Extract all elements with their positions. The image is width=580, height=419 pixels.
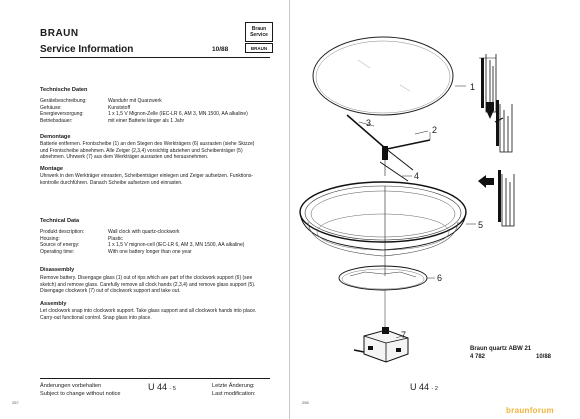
braun-tag-logo: BRAUN	[245, 43, 273, 53]
clip-detail-middle	[486, 100, 512, 152]
housing-ring-part	[300, 182, 476, 276]
page-code: U 44	[410, 382, 430, 392]
page-title: Service Information	[40, 44, 134, 55]
logo-line-2: Service	[250, 32, 268, 38]
assembly-title: Assembly	[40, 301, 67, 307]
montage-text	[40, 173, 275, 186]
hour-hand-part	[347, 115, 413, 170]
part-label-4: 4	[414, 171, 420, 181]
page-number-left: 257	[12, 400, 19, 405]
spec-value: With one battery longer than one year	[108, 248, 192, 255]
text-line: Disengage clockwork (7) out of clockwork support and take out.	[40, 288, 181, 295]
spec-value: Kunststoff	[108, 104, 131, 111]
spindle-part	[382, 146, 388, 176]
model-code: 4 782	[470, 354, 486, 360]
model-date: 10/88	[536, 354, 552, 360]
demontage-text	[40, 141, 275, 161]
spec-label: Energieversorgung:	[40, 111, 84, 118]
english-spec-table	[40, 229, 280, 259]
spec-label: Operating time:	[40, 248, 75, 255]
page-number-right: 256	[302, 400, 309, 405]
disassembly-text	[40, 275, 275, 295]
text-line: kontrolle durchführen. Danach Scheibe aufsetzen und einrasten.	[40, 179, 183, 186]
part-label-7: 7	[401, 330, 407, 340]
part-label-6: 6	[437, 273, 443, 283]
footer-note-de: Änderungen vorbehalten	[40, 383, 102, 389]
text-line: Carry-out functional control. Snap glass into place.	[40, 314, 152, 321]
spec-value: Wall clock with quartz-clockwork	[108, 229, 180, 235]
spec-row	[40, 249, 280, 256]
page-code: U 44	[148, 382, 168, 392]
spec-row	[40, 118, 280, 125]
disassembly-title: Disassembly	[40, 267, 75, 273]
text-line: Remove battery. Disengage glass (1) out of rips which are part of the clockwork support (6) (see	[40, 275, 253, 281]
header-rule	[40, 57, 270, 58]
spec-value: mit einer Batterie länger als 1 Jahr	[108, 117, 185, 124]
clip-detail-bottom	[478, 170, 514, 226]
text-line: Batterie entfernen. Frontscheibe (1) an den Stegen des Werkträgers (6) ausrasten (siehe Skizze)	[40, 141, 255, 147]
english-heading: Technical Data	[40, 218, 80, 224]
spec-label: Housing:	[40, 235, 60, 242]
page-code-suffix: - 2	[431, 386, 438, 392]
german-heading: Technische Daten	[40, 87, 88, 93]
spec-label: Produkt description:	[40, 229, 85, 235]
spec-value: 1 x 1,5 V Mignon-Zelle (IEC-LR 6, AM 3, MN 1500, AA alkaline)	[108, 111, 248, 118]
page-code-suffix: - 5	[169, 386, 176, 392]
watermark: braunforum	[506, 406, 554, 415]
text-line: und Frontscheibe abnehmen. Alle Zeiger (2,3,4) vorsichtig abziehen und Scheibenträger (5)	[40, 147, 243, 154]
text-line: Let clockwork snap into clockwork support. Take glass support and all clockwork hands into place.	[40, 308, 257, 314]
text-line: sketch) and remove glass. Carefully remove all clock hands (2,3,4) and remove glass support (5).	[40, 281, 256, 288]
part-label-2: 2	[432, 125, 438, 135]
logo-line-1: Braun	[251, 26, 267, 32]
text-line: abnehmen. Uhrwerk (7) aus dem Werkträger ausrasten und herausnehmen.	[40, 154, 209, 161]
spec-label: Gehäuse:	[40, 104, 62, 111]
brand-logo: BRAUN	[40, 28, 79, 39]
document-date: 10/88	[212, 46, 229, 53]
last-change-en: Last modification:	[212, 391, 256, 397]
spec-value: Plastic	[108, 235, 123, 242]
spec-label: Betriebsdauer:	[40, 117, 73, 124]
part-label-5: 5	[478, 220, 484, 230]
spec-label: Source of energy:	[40, 242, 80, 249]
demontage-title: Demontage	[40, 134, 71, 140]
footer-rule	[40, 378, 270, 379]
clockwork-movement-part	[354, 327, 408, 362]
part-label-1: 1	[470, 82, 476, 92]
spec-value: 1 x 1,5 V mignon-cell (IEC-LR 6, AM 3, MN 1500, AA alkaline)	[108, 242, 245, 249]
assembly-text	[40, 308, 275, 321]
footer-note-en: Subject to change without notice	[40, 391, 121, 397]
last-change-de: Letzte Änderung:	[212, 383, 255, 389]
braun-service-logo	[245, 22, 273, 42]
german-spec-table	[40, 98, 280, 128]
minute-hand-part	[387, 131, 430, 149]
part-label-3: 3	[366, 118, 372, 128]
footer-page-code-right	[410, 382, 438, 392]
spec-value: Wanduhr mit Quarzwerk	[108, 98, 162, 104]
footer-page-code	[148, 382, 176, 392]
model-name: Braun quartz ABW 21	[470, 346, 532, 352]
clockwork-support-part	[339, 266, 435, 328]
front-glass-part	[313, 37, 466, 115]
montage-title: Montage	[40, 166, 63, 172]
text-line: Uhrwerk in den Werkträger einrasten, Scheibenträger einlegen und Zeiger aufsetzen. Funktions-	[40, 173, 254, 179]
spec-label: Gerätebeschreibung:	[40, 98, 87, 104]
